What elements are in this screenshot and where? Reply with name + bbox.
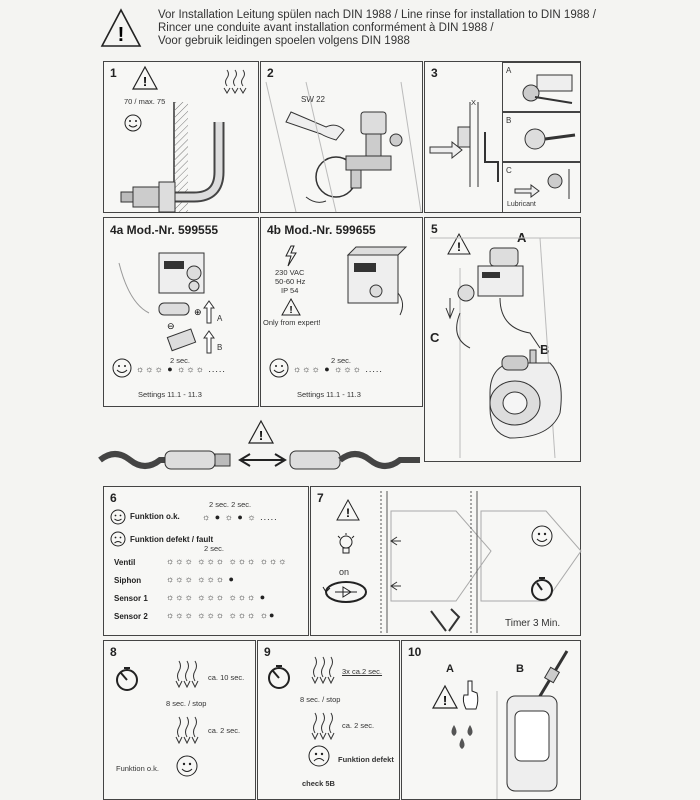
valve-rotate-icon (323, 579, 369, 605)
row-sequence-ventil: ☼☼☼ ☼☼☼ ☼☼☼ ☼☼☼ (166, 556, 288, 566)
sad-face-icon (308, 745, 330, 767)
svg-text:!: ! (442, 693, 448, 708)
step-7-panel (310, 486, 581, 636)
svg-text:!: ! (289, 305, 293, 316)
flush-duration-long: ca. 10 sec. (208, 673, 245, 682)
header-line-1: Vor Installation Leitung spülen nach DIN 1988 / Line rinse for installation to DIN 1988 / (158, 9, 596, 21)
label-a: A (217, 314, 223, 323)
step-5-panel (424, 217, 581, 462)
expert-warning: Only from expert! (263, 318, 321, 327)
lightning-icon (283, 246, 299, 266)
tool-icon (517, 69, 577, 107)
check-label: check 5B (302, 779, 335, 788)
inset-label-a: A (506, 66, 512, 75)
step-9-panel (257, 640, 400, 800)
svg-text:!: ! (457, 240, 461, 254)
battery-module-drawing (119, 243, 249, 353)
control-module-drawing (346, 243, 406, 318)
water-drops-icon (446, 723, 480, 753)
ok-blink-duration: 2 sec. 2 sec. (209, 500, 252, 509)
svg-text:⊖: ⊖ (167, 321, 175, 331)
urinal-assembly-drawing (430, 238, 580, 458)
blink-sequence: ☼☼☼ ● ☼☼☼ ..... (293, 364, 383, 374)
frequency-label: 50-60 Hz (275, 277, 306, 286)
step-4b-title: 4b Mod.-Nr. 599655 (267, 223, 376, 237)
wrench-size-label: SW 22 (301, 95, 326, 104)
step-4b-panel (260, 217, 423, 407)
step-3a-inset (502, 62, 581, 112)
warning-icon (100, 8, 142, 48)
repeat-label: 3x ca.2 sec. (342, 667, 383, 676)
step-number: 10 (408, 645, 422, 659)
timer-icon (266, 665, 292, 691)
settings-label: Settings 11.1 - 11.3 (138, 390, 202, 399)
function-fault-label: Funktion defekt (338, 755, 394, 764)
step-number: 8 (110, 645, 117, 659)
inset-label-c: C (506, 166, 512, 175)
screwdriver-icon (517, 119, 577, 157)
step-3b-inset (502, 112, 581, 162)
step-6-panel (103, 486, 309, 636)
step-3-panel (424, 61, 581, 213)
step-10-panel (401, 640, 581, 800)
label-a: A (517, 230, 527, 245)
step-4a-title: 4a Mod.-Nr. 599555 (110, 223, 219, 237)
header-line-2: Rincer une conduite avant installation conformément à DIN 1988 / (158, 22, 494, 34)
sensor-field-drawing (371, 491, 581, 633)
inset-label-b: B (506, 116, 512, 125)
cable-connector-drawing (100, 446, 420, 472)
step-number: 5 (431, 222, 438, 236)
lubricant-drawing (513, 169, 579, 199)
flush-duration-short: ca. 2 sec. (342, 721, 375, 730)
on-label: on (339, 567, 350, 577)
svg-text:!: ! (142, 74, 148, 89)
hand-pointer-icon (460, 679, 480, 711)
smiley-icon (112, 358, 132, 378)
svg-text:⊕: ⊕ (194, 307, 202, 317)
row-label-sensor-1: Sensor 1 (114, 594, 148, 603)
svg-text:!: ! (346, 506, 350, 520)
step-number: 3 (431, 66, 438, 80)
connector-strip (100, 420, 420, 475)
label-b: B (217, 343, 223, 352)
svg-text:!: ! (258, 428, 264, 443)
header-text (158, 9, 596, 48)
label-b: B (540, 342, 550, 357)
function-fault-label: Funktion defekt / fault (130, 535, 214, 544)
fault-blink-duration: 2 sec. (204, 544, 225, 553)
step-4a-panel (103, 217, 259, 407)
step-1-panel (103, 61, 259, 213)
lubricant-label: Lubricant (507, 201, 536, 208)
dimension-label: 70 / max. 75 (124, 97, 166, 106)
gap-drawing (430, 102, 505, 192)
svg-text:!: ! (117, 24, 125, 46)
gap-label: X (471, 98, 477, 107)
step-number: 7 (317, 491, 324, 505)
water-flow-icon (174, 715, 200, 745)
header (100, 6, 700, 61)
warning-icon (432, 685, 458, 709)
pipe-installation-drawing (119, 102, 259, 212)
water-flow-icon (310, 655, 336, 685)
function-ok-label: Funktion o.k. (116, 764, 159, 773)
label-a: A (446, 663, 454, 675)
smiley-icon (110, 509, 126, 525)
row-sequence-siphon: ☼☼☼ ☼☼☼ ● (166, 574, 235, 584)
function-ok-sequence: ☼ ● ☼ ● ☼ ..... (202, 512, 278, 522)
stop-label: 8 sec. / stop (166, 699, 207, 708)
timer-icon (529, 577, 555, 601)
blink-duration: 2 sec. (331, 356, 352, 365)
row-label-ventil: Ventil (114, 558, 136, 567)
water-flow-icon (310, 711, 336, 741)
lamp-icon (336, 533, 356, 557)
water-flow-icon (174, 659, 200, 689)
warning-icon (281, 298, 301, 316)
label-b: B (516, 663, 524, 675)
smiley-icon (269, 358, 289, 378)
row-label-sensor-2: Sensor 2 (114, 612, 148, 621)
stop-label: 8 sec. / stop (300, 695, 341, 704)
step-number: 6 (110, 491, 117, 505)
blink-sequence: ☼☼☼ ● ☼☼☼ ..... (136, 364, 226, 374)
step-number: 2 (267, 66, 274, 80)
voltage-label: 230 VAC (275, 268, 305, 277)
step-number: 9 (264, 645, 271, 659)
flush-duration-short: ca. 2 sec. (208, 726, 241, 735)
function-ok-label: Funktion o.k. (130, 512, 180, 521)
step-2-panel (260, 61, 423, 213)
heat-icon (222, 68, 248, 94)
settings-label: Settings 11.1 - 11.3 (297, 390, 361, 399)
sad-face-icon (110, 531, 126, 547)
step-number: 1 (110, 66, 117, 80)
row-sequence-sensor-2: ☼☼☼ ☼☼☼ ☼☼☼ ☼● (166, 610, 276, 620)
label-c: C (430, 330, 440, 345)
urinal-spray-drawing (497, 651, 577, 799)
warning-icon (336, 499, 360, 521)
smiley-icon (176, 755, 198, 777)
step-3c-inset (502, 162, 581, 213)
timer-icon (114, 667, 140, 693)
blink-duration: 2 sec. (170, 356, 191, 365)
warning-icon (132, 66, 158, 90)
header-line-3: Voor gebruik leidingen spoelen volgens DIN 1988 (158, 35, 410, 47)
smiley-icon (531, 525, 553, 547)
wrench-valve-drawing (266, 82, 421, 212)
row-label-siphon: Siphon (114, 576, 142, 585)
step-8-panel (103, 640, 256, 800)
timer-label: Timer 3 Min. (505, 618, 561, 629)
ip-rating-label: IP 54 (281, 286, 299, 295)
warning-icon (248, 420, 274, 444)
row-sequence-sensor-1: ☼☼☼ ☼☼☼ ☼☼☼ ● (166, 592, 267, 602)
